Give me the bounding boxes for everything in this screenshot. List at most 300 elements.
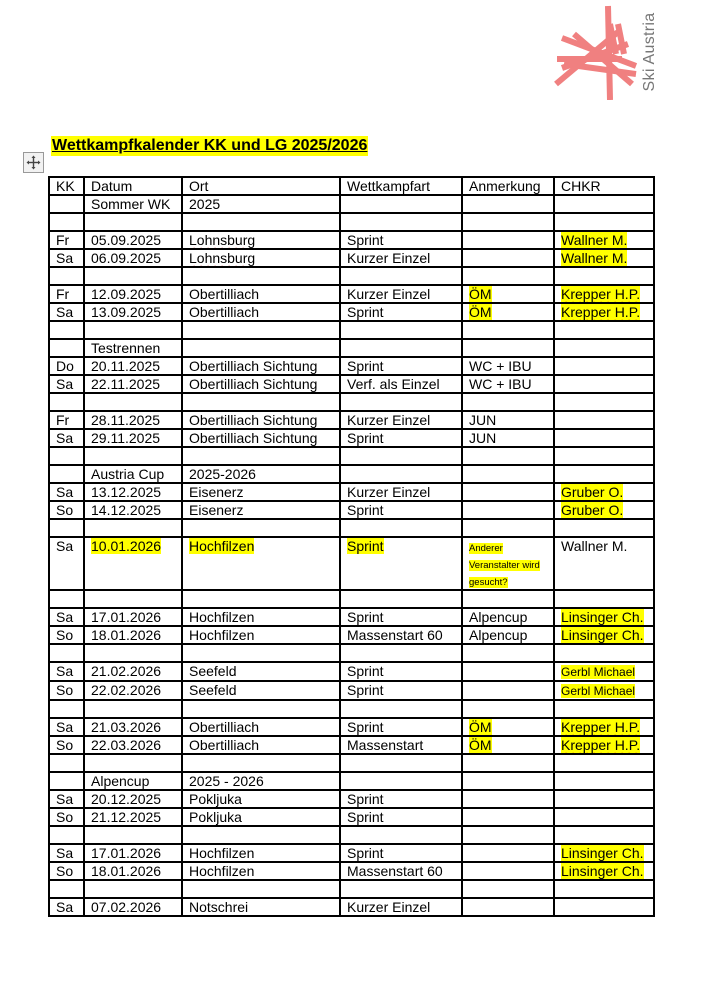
cell-kk-text: Sa: [56, 845, 74, 861]
cell-ort: [182, 790, 340, 808]
cell-chkr: [554, 590, 654, 608]
cell-anmerkung: [462, 519, 554, 537]
cell-ort-text: Hochfilzen: [189, 627, 255, 643]
table-row: [49, 898, 654, 916]
cell-datum: [84, 501, 182, 519]
cell-chkr: [554, 662, 654, 681]
cell-anmerkung: [462, 626, 554, 644]
cell-ort: [182, 844, 340, 862]
cell-kk: [49, 267, 84, 285]
cell-ort-text: Eisenerz: [189, 484, 244, 500]
cell-wettkampfart: [340, 519, 462, 537]
cell-wettkampfart: [340, 790, 462, 808]
cell-ort-text: Hochfilzen: [189, 845, 255, 861]
cell-datum: [84, 718, 182, 736]
cell-chkr: [554, 826, 654, 844]
cell-anmerkung: [462, 375, 554, 393]
cell-wettkampfart: [340, 644, 462, 662]
cell-chkr-text: Krepper H.P.: [561, 737, 641, 753]
cell-chkr: [554, 880, 654, 898]
cell-ort: [182, 303, 340, 321]
cell-ort: [182, 608, 340, 626]
cell-ort: [182, 826, 340, 844]
cell-chkr: [554, 537, 654, 590]
cell-chkr: [554, 736, 654, 754]
cell-datum: [84, 790, 182, 808]
cell-datum: [84, 808, 182, 826]
table-move-handle[interactable]: [23, 152, 44, 173]
cell-chkr: [554, 375, 654, 393]
cell-datum: [84, 231, 182, 249]
cell-anmerkung: [462, 537, 554, 590]
cell-kk: [49, 249, 84, 267]
cell-wettkampfart-text: Verf. als Einzel: [347, 376, 440, 392]
cell-anmerkung-text: ÖM: [469, 304, 492, 320]
cell-wettkampfart-text: Kurzer Einzel: [347, 286, 431, 302]
cell-datum-text: Alpencup: [91, 773, 150, 789]
cell-wettkampfart-text: Sprint: [347, 358, 384, 374]
table-row: [49, 465, 654, 483]
cell-ort: [182, 483, 340, 501]
cell-anmerkung: [462, 826, 554, 844]
cell-kk: [49, 501, 84, 519]
cell-datum: [84, 898, 182, 916]
cell-chkr-text: Wallner M.: [561, 232, 628, 248]
cell-kk: [49, 754, 84, 772]
cell-datum: [84, 447, 182, 465]
cell-kk: [49, 736, 84, 754]
cell-kk-text: So: [56, 502, 74, 518]
cell-kk: [49, 411, 84, 429]
cell-ort: [182, 249, 340, 267]
cell-kk-text: Sa: [56, 250, 74, 266]
cell-chkr: [554, 357, 654, 375]
cell-anmerkung: [462, 681, 554, 700]
cell-ort: [182, 681, 340, 700]
cell-kk: [49, 590, 84, 608]
cell-chkr: [554, 700, 654, 718]
cell-wettkampfart-text: Massenstart: [347, 737, 424, 753]
cell-wettkampfart: [340, 626, 462, 644]
cell-chkr-text: Gerbl Michael: [561, 665, 636, 679]
cell-anmerkung: [462, 357, 554, 375]
cell-kk-text: So: [56, 682, 74, 698]
cell-ort: [182, 754, 340, 772]
table-row: [49, 772, 654, 790]
cell-datum: [84, 339, 182, 357]
cell-ort: [182, 590, 340, 608]
cell-ort: [182, 285, 340, 303]
cell-kk: [49, 626, 84, 644]
table-row: [49, 285, 654, 303]
cell-ort: [182, 447, 340, 465]
cell-anmerkung-text: JUN: [469, 430, 497, 446]
cell-datum-text: 18.01.2026: [91, 627, 162, 643]
cell-anmerkung: [462, 393, 554, 411]
cell-chkr: [554, 626, 654, 644]
cell-wettkampfart: [340, 375, 462, 393]
cell-datum: [84, 195, 182, 213]
cell-datum-text: 21.02.2026: [91, 663, 162, 679]
cell-anmerkung: [462, 862, 554, 880]
table-row: [49, 537, 654, 590]
cell-anmerkung: [462, 231, 554, 249]
cell-wettkampfart-text: Sprint: [347, 609, 384, 625]
cell-kk: [49, 393, 84, 411]
cell-wettkampfart: [340, 411, 462, 429]
cell-chkr-text: Krepper H.P.: [561, 286, 641, 302]
cell-wettkampfart: [340, 285, 462, 303]
cell-datum: [84, 249, 182, 267]
cell-anmerkung: [462, 844, 554, 862]
cell-kk-text: Sa: [56, 304, 74, 320]
table-row: [49, 339, 654, 357]
table-row: [49, 303, 654, 321]
cell-datum-text: 22.02.2026: [91, 682, 162, 698]
cell-ort: [182, 213, 340, 231]
cell-kk: [49, 321, 84, 339]
cell-chkr: [554, 519, 654, 537]
cell-kk: [49, 483, 84, 501]
cell-anmerkung: [462, 339, 554, 357]
cell-ort: [182, 736, 340, 754]
cell-datum-text: 14.12.2025: [91, 502, 162, 518]
cell-chkr: [554, 447, 654, 465]
cell-datum: [84, 429, 182, 447]
cell-datum-text: 22.03.2026: [91, 737, 162, 753]
cell-wettkampfart: [340, 249, 462, 267]
cell-datum: [84, 826, 182, 844]
cell-datum-text: Austria Cup: [91, 466, 165, 482]
cell-wettkampfart: [340, 213, 462, 231]
cell-anmerkung: [462, 465, 554, 483]
cell-chkr-text: Linsinger Ch.: [561, 627, 644, 643]
cell-chkr: [554, 718, 654, 736]
cell-anmerkung: [462, 501, 554, 519]
cell-wettkampfart: [340, 898, 462, 916]
table-row: [49, 590, 654, 608]
cell-ort-text: Obertilliach: [189, 304, 260, 320]
cell-anmerkung: [462, 447, 554, 465]
cell-ort: [182, 501, 340, 519]
cell-ort-text: Seefeld: [189, 682, 237, 698]
cell-wettkampfart: [340, 718, 462, 736]
cell-chkr: [554, 393, 654, 411]
table-row: [49, 447, 654, 465]
cell-chkr: [554, 790, 654, 808]
cell-datum: [84, 375, 182, 393]
table-row: [49, 626, 654, 644]
cell-chkr: [554, 267, 654, 285]
cell-chkr: [554, 808, 654, 826]
cell-wettkampfart-text: Kurzer Einzel: [347, 412, 431, 428]
cell-kk-text: Sa: [56, 538, 74, 554]
cell-anmerkung: [462, 718, 554, 736]
cell-kk-text: Sa: [56, 484, 74, 500]
cell-ort-text: Obertilliach Sichtung: [189, 412, 318, 428]
cell-kk: [49, 537, 84, 590]
cell-ort: [182, 429, 340, 447]
cell-wettkampfart: [340, 303, 462, 321]
cell-datum: [84, 537, 182, 590]
cell-ort: [182, 321, 340, 339]
table-row: [49, 393, 654, 411]
cell-datum: [84, 393, 182, 411]
cell-anmerkung-text: Anderer Veranstalter wird gesucht?: [469, 543, 540, 588]
cell-anmerkung: [462, 898, 554, 916]
cell-ort: [182, 231, 340, 249]
cell-kk: [49, 195, 84, 213]
cell-wettkampfart: [340, 537, 462, 590]
cell-anmerkung: [462, 754, 554, 772]
cell-chkr-text: Krepper H.P.: [561, 304, 641, 320]
cell-wettkampfart-text: Kurzer Einzel: [347, 484, 431, 500]
cell-ort-text: Hochfilzen: [189, 863, 255, 879]
cell-ort-text: Lohnsburg: [189, 232, 256, 248]
cell-datum: [84, 267, 182, 285]
table-row: [49, 700, 654, 718]
cell-ort: [182, 626, 340, 644]
header-chkr: CHKR: [554, 177, 654, 195]
cell-kk: [49, 608, 84, 626]
cell-kk: [49, 844, 84, 862]
cell-chkr: [554, 411, 654, 429]
cell-chkr-text: Krepper H.P.: [561, 719, 641, 735]
table-row: [49, 644, 654, 662]
cell-wettkampfart-text: Sprint: [347, 682, 384, 698]
table-row: [49, 429, 654, 447]
cell-datum-text: 29.11.2025: [91, 430, 161, 446]
cell-kk: [49, 681, 84, 700]
cell-wettkampfart-text: Massenstart 60: [347, 863, 443, 879]
cell-ort-text: Obertilliach Sichtung: [189, 376, 318, 392]
cell-ort-text: Hochfilzen: [189, 538, 255, 554]
cell-ort: [182, 862, 340, 880]
cell-anmerkung: [462, 267, 554, 285]
cell-datum: [84, 862, 182, 880]
cell-chkr: [554, 844, 654, 862]
cell-wettkampfart: [340, 662, 462, 681]
cell-chkr: [554, 429, 654, 447]
table-row: [49, 375, 654, 393]
cell-ort-text: 2025 - 2026: [189, 773, 264, 789]
cell-wettkampfart-text: Sprint: [347, 663, 384, 679]
cell-ort-text: Obertilliach: [189, 286, 260, 302]
cell-anmerkung: [462, 608, 554, 626]
cell-kk-text: Fr: [56, 286, 70, 302]
cell-anmerkung: [462, 662, 554, 681]
cell-anmerkung: [462, 483, 554, 501]
cell-wettkampfart: [340, 862, 462, 880]
cell-datum: [84, 681, 182, 700]
cell-datum-text: Testrennen: [91, 340, 161, 356]
cell-wettkampfart: [340, 844, 462, 862]
table-row: [49, 808, 654, 826]
cell-anmerkung: [462, 195, 554, 213]
cell-kk-text: Sa: [56, 663, 74, 679]
cell-anmerkung-text: Alpencup: [469, 627, 528, 643]
cell-datum: [84, 321, 182, 339]
cell-datum-text: 20.11.2025: [91, 358, 161, 374]
cell-kk: [49, 465, 84, 483]
cell-ort-text: Hochfilzen: [189, 609, 255, 625]
cell-anmerkung: [462, 736, 554, 754]
table-row: [49, 736, 654, 754]
cell-datum-text: 18.01.2026: [91, 863, 162, 879]
cell-anmerkung: [462, 700, 554, 718]
cell-datum: [84, 644, 182, 662]
table-row: [49, 754, 654, 772]
cell-wettkampfart-text: Kurzer Einzel: [347, 899, 431, 915]
cell-datum: [84, 772, 182, 790]
cell-kk: [49, 700, 84, 718]
cell-wettkampfart-text: Sprint: [347, 719, 384, 735]
cell-chkr: [554, 483, 654, 501]
cell-chkr: [554, 195, 654, 213]
cell-chkr-text: Wallner M.: [561, 538, 628, 554]
ski-austria-logo-icon: [552, 4, 642, 100]
cell-ort-text: Seefeld: [189, 663, 237, 679]
cell-chkr: [554, 339, 654, 357]
table-row: [49, 249, 654, 267]
cell-datum-text: 10.01.2026: [91, 538, 162, 554]
table-header-row: [49, 177, 654, 195]
cell-chkr: [554, 213, 654, 231]
cell-anmerkung: [462, 772, 554, 790]
cell-chkr-text: Linsinger Ch.: [561, 845, 644, 861]
cell-chkr-text: Gerbl Michael: [561, 684, 636, 698]
cell-ort-text: 2025-2026: [189, 466, 256, 482]
cell-wettkampfart-text: Sprint: [347, 232, 384, 248]
cell-kk-text: So: [56, 863, 74, 879]
cell-datum-text: 12.09.2025: [91, 286, 162, 302]
cell-datum: [84, 608, 182, 626]
cell-ort: [182, 700, 340, 718]
cell-chkr: [554, 862, 654, 880]
cell-chkr: [554, 303, 654, 321]
cell-anmerkung-text: Alpencup: [469, 609, 528, 625]
cell-ort: [182, 519, 340, 537]
cell-kk: [49, 303, 84, 321]
cell-kk: [49, 447, 84, 465]
cell-ort: [182, 375, 340, 393]
cell-kk: [49, 429, 84, 447]
cell-ort: [182, 393, 340, 411]
cell-wettkampfart: [340, 808, 462, 826]
header-ort: Ort: [182, 177, 340, 195]
cell-kk: [49, 808, 84, 826]
cell-anmerkung: [462, 790, 554, 808]
cell-kk: [49, 790, 84, 808]
cell-anmerkung: [462, 321, 554, 339]
cell-wettkampfart: [340, 501, 462, 519]
cell-datum-text: 17.01.2026: [91, 845, 162, 861]
cell-ort-text: Pokljuka: [189, 809, 242, 825]
cell-wettkampfart: [340, 357, 462, 375]
cell-anmerkung: [462, 644, 554, 662]
cell-chkr: [554, 898, 654, 916]
cell-datum: [84, 662, 182, 681]
cell-ort: [182, 772, 340, 790]
cell-wettkampfart: [340, 754, 462, 772]
cell-ort-text: 2025: [189, 196, 221, 212]
cell-anmerkung: [462, 411, 554, 429]
cell-wettkampfart: [340, 483, 462, 501]
table-row: [49, 519, 654, 537]
cell-datum-text: 13.12.2025: [91, 484, 162, 500]
cell-ort: [182, 465, 340, 483]
table-row: [49, 411, 654, 429]
cell-datum: [84, 590, 182, 608]
cell-kk: [49, 519, 84, 537]
cell-kk-text: So: [56, 737, 74, 753]
cell-chkr: [554, 321, 654, 339]
cell-chkr: [554, 644, 654, 662]
cell-ort-text: Obertilliach Sichtung: [189, 430, 318, 446]
cell-datum: [84, 880, 182, 898]
table-row: [49, 267, 654, 285]
cell-wettkampfart: [340, 429, 462, 447]
cell-ort: [182, 644, 340, 662]
table-row: [49, 231, 654, 249]
cell-wettkampfart: [340, 339, 462, 357]
cell-kk-text: Sa: [56, 719, 74, 735]
cell-chkr-text: Linsinger Ch.: [561, 863, 644, 879]
cell-datum-text: 13.09.2025: [91, 304, 162, 320]
cell-chkr: [554, 772, 654, 790]
cell-datum: [84, 483, 182, 501]
cell-datum: [84, 754, 182, 772]
table-row: [49, 213, 654, 231]
cell-datum: [84, 213, 182, 231]
move-arrows-icon: [26, 155, 41, 170]
cell-kk: [49, 285, 84, 303]
cell-anmerkung-text: JUN: [469, 412, 497, 428]
header-anmerkung: Anmerkung: [462, 177, 554, 195]
table-row: [49, 501, 654, 519]
cell-kk: [49, 213, 84, 231]
cell-kk-text: Sa: [56, 609, 74, 625]
table-row: [49, 608, 654, 626]
cell-anmerkung-text: WC + IBU: [469, 358, 532, 374]
cell-ort: [182, 267, 340, 285]
cell-kk-text: Sa: [56, 899, 74, 915]
cell-datum-text: 05.09.2025: [91, 232, 162, 248]
cell-anmerkung: [462, 249, 554, 267]
cell-ort-text: Lohnsburg: [189, 250, 256, 266]
cell-wettkampfart: [340, 772, 462, 790]
cell-datum-text: 07.02.2026: [91, 899, 162, 915]
cell-ort: [182, 357, 340, 375]
cell-wettkampfart-text: Sprint: [347, 809, 384, 825]
table-row: [49, 195, 654, 213]
cell-kk-text: Sa: [56, 791, 74, 807]
cell-kk: [49, 880, 84, 898]
cell-chkr: [554, 249, 654, 267]
cell-datum-text: 20.12.2025: [91, 791, 162, 807]
cell-wettkampfart-text: Sprint: [347, 845, 384, 861]
cell-datum: [84, 626, 182, 644]
cell-datum-text: 22.11.2025: [91, 376, 161, 392]
cell-datum-text: 28.11.2025: [91, 412, 161, 428]
cell-datum-text: Sommer WK: [91, 196, 171, 212]
cell-wettkampfart: [340, 465, 462, 483]
cell-chkr: [554, 285, 654, 303]
table-row: [49, 662, 654, 681]
cell-anmerkung: [462, 303, 554, 321]
cell-anmerkung-text: ÖM: [469, 719, 492, 735]
cell-chkr-text: Linsinger Ch.: [561, 609, 644, 625]
